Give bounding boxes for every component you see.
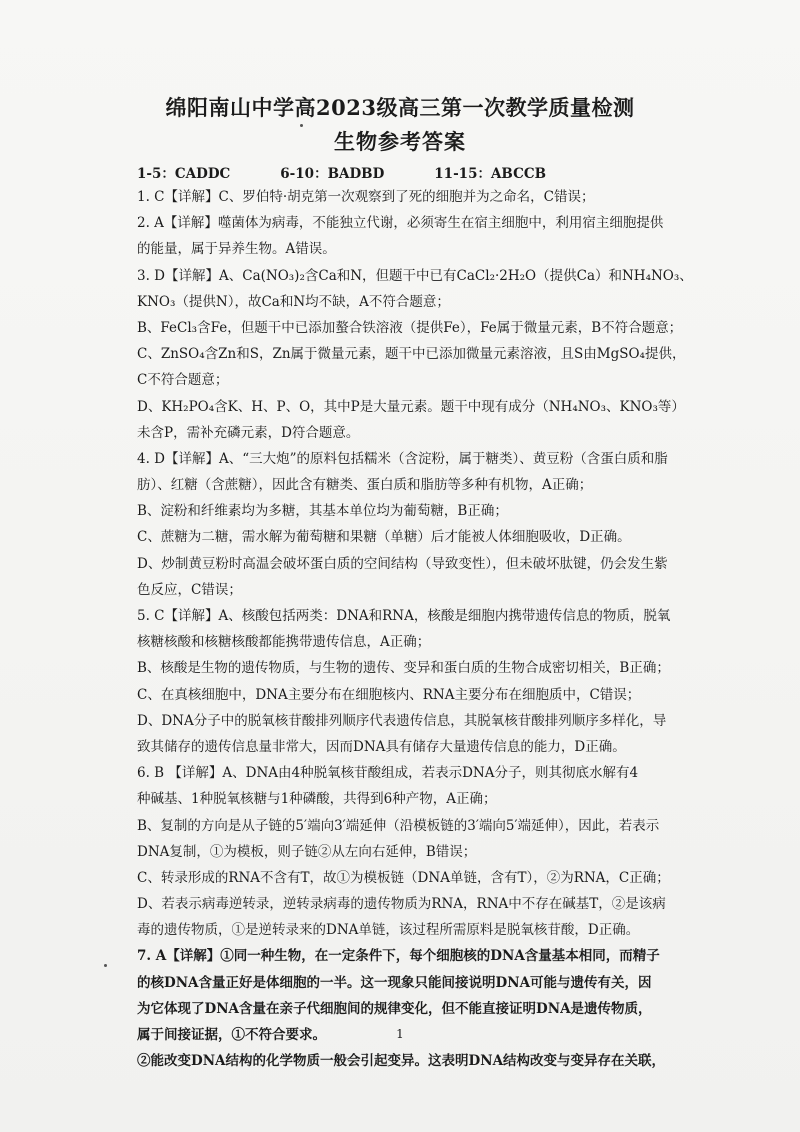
answer-key-summary [137, 162, 697, 182]
explanation-line: B、FeCl₃含Fe，但题干中已添加螯合铁溶液（提供Fe），Fe属于微量元素，B不符合题意； [137, 319, 683, 336]
explanation-line: 毒的遗传物质，①是逆转录来的DNA单链，该过程所需原料是脱氧核苷酸，D正确。 [137, 922, 640, 939]
explanation-line: C不符合题意； [137, 372, 229, 389]
scan-speck [300, 124, 303, 127]
answer-key-1-5: 1-5：CADDC [137, 166, 231, 182]
explanation-line: 的能量，属于异养生物。A错误。 [137, 241, 336, 258]
explanation-line: C、蔗糖为二糖，需水解为葡萄糖和果糖（单糖）后才能被人体细胞吸收，D正确。 [137, 529, 631, 546]
explanation-line: ②能改变DNA结构的化学物质一般会引起变异。这表明DNA结构改变与变异存在关联， [137, 1053, 666, 1070]
explanation-line: 肪）、红糖（含蔗糖），因此含有糖类、蛋白质和脂肪等多种有机物，A正确； [137, 477, 593, 494]
explanation-line: KNO₃（提供N），故Ca和N均不缺，A不符合题意； [137, 293, 450, 310]
explanation-line: 的核DNA含量正好是体细胞的一半。这一现象只能间接说明DNA可能与遗传有关，因 [137, 974, 652, 991]
explanation-line: B、复制的方向是从子链的5′端向3′端延伸（沿模板链的3′端向5′端延伸），因此，若表示 [137, 817, 660, 834]
explanation-line: 5. C【详解】A、核酸包括两类：DNA和RNA，核酸是细胞内携带遗传信息的物质，脱氧 [137, 608, 671, 624]
explanation-body [137, 184, 697, 1074]
explanation-line: B、核酸是生物的遗传物质，与生物的遗传、变异和蛋白质的生物合成密切相关，B正确； [137, 660, 670, 677]
explanation-line: 为它体现了DNA含量在亲子代细胞间的规律变化，但不能直接证明DNA是遗传物质， [137, 1000, 652, 1017]
explanation-line: 种碱基、1种脱氧核糖与1种磷酸，共得到6种产物，A正确； [137, 791, 497, 808]
page-number: 1 [396, 1027, 404, 1041]
explanation-line: 属于间接证据，①不符合要求。 [137, 1027, 326, 1043]
explanation-line: C、转录形成的RNA不含有T，故①为模板链（DNA单链，含有T），②为RNA，C正确； [137, 869, 670, 886]
explanation-line: 核糖核酸和核糖核酸都能携带遗传信息，A正确； [137, 634, 431, 651]
page-subtitle: 生物参考答案 [334, 129, 466, 154]
explanation-line: D、KH₂PO₄含K、H、P、O，其中P是大量元素。题干中现有成分（NH₄NO₃、KNO₃等） [137, 398, 685, 415]
explanation-line: 7. A【详解】①同一种生物，在一定条件下，每个细胞核的DNA含量基本相同，而精子 [137, 948, 660, 965]
explanation-line: C、ZnSO₄含Zn和S，Zn属于微量元素，题干中已添加微量元素溶液，且S由MgSO₄提供， [137, 346, 686, 363]
scan-speck [104, 964, 107, 967]
explanation-line: C、在真核细胞中，DNA主要分布在细胞核内、RNA主要分布在细胞质中，C错误； [137, 686, 641, 703]
answer-key-6-10: 6-10：BADBD [280, 166, 385, 182]
explanation-line: DNA复制，①为模板，则子链②从左向右延伸，B错误； [137, 843, 477, 860]
explanation-line: 6. B 【详解】A、DNA由4种脱氧核苷酸组成，若表示DNA分子，则其彻底水解有4 [137, 765, 639, 782]
page-title: 绵阳南山中学高2023级高三第一次教学质量检测 [165, 95, 635, 120]
answer-key-11-15: 11-15：ABCCB [434, 166, 546, 182]
explanation-line: 1. C【详解】C、罗伯特·胡克第一次观察到了死的细胞并为之命名，C错误； [137, 189, 595, 205]
explanation-line: 2. A【详解】噬菌体为病毒，不能独立代谢，必须寄生在宿主细胞中，利用宿主细胞提供 [137, 215, 664, 232]
explanation-line: D、DNA分子中的脱氧核苷酸排列顺序代表遗传信息，其脱氧核苷酸排列顺序多样化，导 [137, 712, 667, 729]
explanation-line: 3. D【详解】A、Ca(NO₃)₂含Ca和N，但题干中已有CaCl₂·2H₂O（提供Ca）和NH₄NO₃、 [137, 267, 693, 284]
explanation-line: 未含P，需补充磷元素，D符合题意。 [137, 424, 360, 441]
explanation-line: 致其储存的遗传信息量非常大，因而DNA具有储存大量遗传信息的能力，D正确。 [137, 738, 626, 755]
explanation-line: 色反应，C错误； [137, 581, 242, 598]
explanation-line: 4. D【详解】A、“三大炮”的原料包括糯米（含淀粉，属于糖类）、黄豆粉（含蛋白质和脂 [137, 450, 668, 467]
explanation-line: B、淀粉和纤维素均为多糖，其基本单位均为葡萄糖，B正确； [137, 503, 508, 520]
explanation-line: D、若表示病毒逆转录，逆转录病毒的遗传物质为RNA，RNA中不存在碱基T，②是该病 [137, 896, 666, 913]
explanation-line: D、炒制黄豆粉时高温会破坏蛋白质的空间结构（导致变性），但未破坏肽键，仍会发生紫 [137, 555, 668, 572]
